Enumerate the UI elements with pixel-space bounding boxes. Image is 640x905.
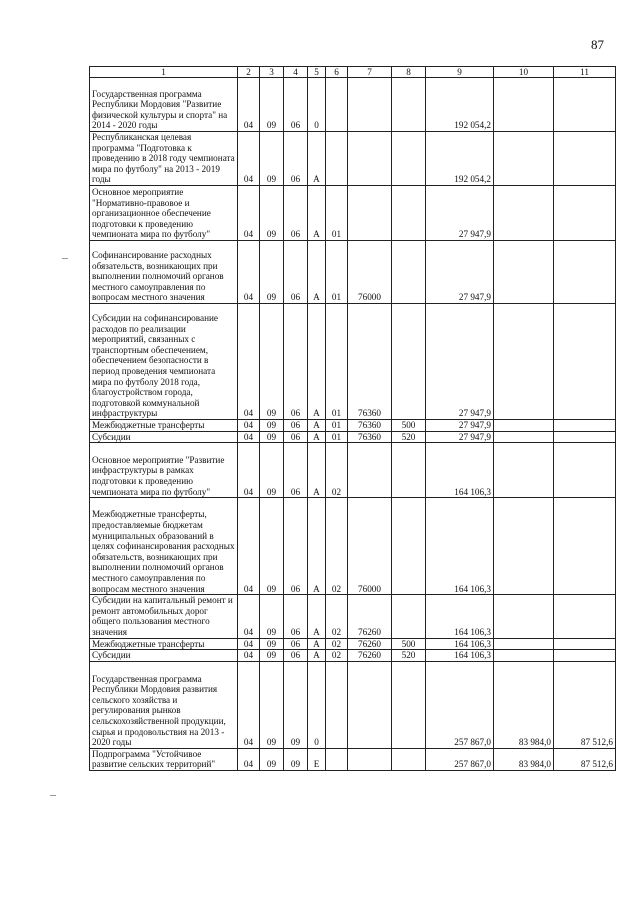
code-cell: 02 [326,595,348,638]
code-cell: 76000 [348,498,392,595]
code-cell: 04 [238,638,260,650]
code-cell: 01 [326,241,348,304]
margin-mark [62,258,68,259]
row-name: Межбюджетные трансферты [90,638,238,650]
code-cell: 500 [392,638,426,650]
table-row [90,595,616,638]
column-header-6: 6 [326,67,348,78]
code-cell: 06 [284,595,308,638]
code-cell [326,661,348,748]
code-cell: 0 [308,661,326,748]
code-cell: 09 [260,661,284,748]
row-name: Республиканская целевая программа "Подготовка к проведению в 2018 году чемпионата мира по футболу" на 2013 - 2019 годы [90,132,238,186]
code-cell: 04 [238,241,260,304]
row-name: Субсидии [90,650,238,662]
code-cell [392,304,426,420]
amount-cell [554,431,616,443]
code-cell: 09 [260,78,284,132]
amount-cell: 83 984,0 [494,661,554,748]
code-cell: 06 [284,420,308,432]
code-cell: 09 [260,304,284,420]
code-cell: 06 [284,443,308,498]
amount-cell [494,132,554,186]
amount-cell: 87 512,6 [554,748,616,770]
amount-cell [554,443,616,498]
code-cell: А [308,420,326,432]
table-row [90,431,616,443]
code-cell: А [308,304,326,420]
code-cell: 01 [326,420,348,432]
row-name: Подпрограмма "Устойчивое развитие сельских территорий" [90,748,238,770]
table-row [90,661,616,748]
code-cell [392,748,426,770]
code-cell: 01 [326,304,348,420]
column-header-10: 10 [494,67,554,78]
code-cell: 06 [284,638,308,650]
code-cell: А [308,595,326,638]
code-cell: 09 [260,638,284,650]
amount-cell: 87 512,6 [554,661,616,748]
amount-cell: 27 947,9 [426,241,494,304]
amount-cell [554,78,616,132]
code-cell: 04 [238,132,260,186]
column-header-3: 3 [260,67,284,78]
code-cell: 04 [238,186,260,241]
code-cell: 520 [392,650,426,662]
code-cell: А [308,498,326,595]
code-cell [392,661,426,748]
code-cell [326,748,348,770]
table-row [90,241,616,304]
code-cell [392,78,426,132]
code-cell: 09 [260,420,284,432]
row-name: Субсидии на софинансирование расходов по реализации мероприятий, связанных с транспортным обеспечением, обеспечением безопасности в период проведения чемпионата мира по футболу 2018 года, благоустройством города, подготовкой коммунальной инфраструктуры [90,304,238,420]
amount-cell: 27 947,9 [426,186,494,241]
table-row [90,650,616,662]
code-cell: 04 [238,650,260,662]
code-cell: 06 [284,132,308,186]
code-cell [326,132,348,186]
amount-cell [554,595,616,638]
amount-cell: 192 054,2 [426,132,494,186]
table-row [90,78,616,132]
page-number: 87 [591,37,604,52]
code-cell: 04 [238,443,260,498]
code-cell: 09 [260,595,284,638]
amount-cell: 164 106,3 [426,638,494,650]
amount-cell [494,431,554,443]
table-row [90,443,616,498]
amount-cell [554,304,616,420]
row-name: Государственная программа Республики Мордовия развития сельского хозяйства и регулирования рынков сельскохозяйственной продукции, сырья и продовольствия на 2013 - 2020 годы [90,661,238,748]
code-cell: 500 [392,420,426,432]
code-cell: 09 [260,431,284,443]
table-row [90,638,616,650]
code-cell: 04 [238,304,260,420]
row-name: Субсидии [90,431,238,443]
code-cell: 06 [284,498,308,595]
row-name: Межбюджетные трансферты [90,420,238,432]
code-cell: 09 [260,650,284,662]
code-cell: 06 [284,241,308,304]
table-row [90,420,616,432]
code-cell: 0 [308,78,326,132]
table-row [90,304,616,420]
amount-cell [554,186,616,241]
code-cell: А [308,186,326,241]
code-cell: 76360 [348,431,392,443]
amount-cell: 192 054,2 [426,78,494,132]
code-cell: 04 [238,595,260,638]
code-cell [392,132,426,186]
code-cell: 02 [326,638,348,650]
code-cell: 02 [326,498,348,595]
amount-cell [494,595,554,638]
row-name: Основное мероприятие "Нормативно-правовое и организационное обеспечение подготовки к проведению чемпионата мира по футболу" [90,186,238,241]
code-cell [348,132,392,186]
amount-cell [554,638,616,650]
code-cell: 04 [238,748,260,770]
code-cell: А [308,443,326,498]
code-cell [392,498,426,595]
code-cell: 02 [326,443,348,498]
amount-cell [554,498,616,595]
code-cell [392,595,426,638]
code-cell: 04 [238,661,260,748]
amount-cell [494,186,554,241]
amount-cell: 164 106,3 [426,650,494,662]
code-cell: 04 [238,431,260,443]
amount-cell: 27 947,9 [426,431,494,443]
amount-cell [494,638,554,650]
code-cell: 520 [392,431,426,443]
code-cell: А [308,638,326,650]
amount-cell: 257 867,0 [426,661,494,748]
code-cell [326,78,348,132]
amount-cell: 164 106,3 [426,498,494,595]
table-row [90,132,616,186]
amount-cell [494,498,554,595]
code-cell: 09 [284,661,308,748]
table-row [90,498,616,595]
row-name: Софинансирование расходных обязательств, возникающих при выполнении полномочий органов местного самоуправления по вопросам местного значения [90,241,238,304]
amount-cell: 27 947,9 [426,304,494,420]
code-cell: 09 [260,443,284,498]
column-header-7: 7 [348,67,392,78]
row-name: Межбюджетные трансферты, предоставляемые бюджетам муниципальных образований в целях софинансирования расходных обязательств, возникающих при выполнении полномочий органов местного самоуправления по вопросам местного значения [90,498,238,595]
code-cell: 06 [284,186,308,241]
code-cell: 01 [326,186,348,241]
code-cell: 06 [284,304,308,420]
code-cell: А [308,431,326,443]
budget-table [89,66,616,771]
amount-cell [494,304,554,420]
code-cell: 76360 [348,304,392,420]
column-header-9: 9 [426,67,494,78]
code-cell: Е [308,748,326,770]
amount-cell [494,420,554,432]
code-cell [392,186,426,241]
amount-cell: 164 106,3 [426,595,494,638]
code-cell: А [308,241,326,304]
code-cell: 09 [260,498,284,595]
code-cell [348,748,392,770]
table-row [90,748,616,770]
code-cell [348,443,392,498]
column-header-1: 1 [90,67,238,78]
code-cell: А [308,650,326,662]
column-header-8: 8 [392,67,426,78]
amount-cell: 27 947,9 [426,420,494,432]
code-cell: 76260 [348,595,392,638]
code-cell [348,78,392,132]
row-name: Основное мероприятие "Развитие инфраструктуры в рамках подготовки к проведению чемпионата мира по футболу" [90,443,238,498]
code-cell [348,186,392,241]
column-header-4: 4 [284,67,308,78]
column-header-5: 5 [308,67,326,78]
code-cell: 09 [260,186,284,241]
column-header-2: 2 [238,67,260,78]
code-cell: 09 [260,132,284,186]
code-cell: 76260 [348,650,392,662]
table-row [90,186,616,241]
margin-mark [50,795,56,796]
code-cell: 06 [284,650,308,662]
code-cell: 76360 [348,420,392,432]
code-cell [348,661,392,748]
amount-cell [554,132,616,186]
code-cell: 09 [260,241,284,304]
code-cell [392,443,426,498]
amount-cell: 83 984,0 [494,748,554,770]
code-cell: 09 [260,748,284,770]
code-cell: А [308,132,326,186]
column-header-11: 11 [554,67,616,78]
amount-cell [494,650,554,662]
amount-cell: 257 867,0 [426,748,494,770]
amount-cell [494,241,554,304]
code-cell: 09 [284,748,308,770]
row-name: Государственная программа Республики Мордовия "Развитие физической культуры и спорта" на 2014 - 2020 годы [90,78,238,132]
amount-cell [554,420,616,432]
row-name: Субсидии на капитальный ремонт и ремонт автомобильных дорог общего пользования местного значения [90,595,238,638]
code-cell: 76000 [348,241,392,304]
code-cell: 06 [284,431,308,443]
code-cell: 76260 [348,638,392,650]
code-cell [392,241,426,304]
amount-cell [554,650,616,662]
code-cell: 01 [326,431,348,443]
code-cell: 04 [238,420,260,432]
code-cell: 06 [284,78,308,132]
amount-cell [494,443,554,498]
header-row [90,67,616,78]
amount-cell: 164 106,3 [426,443,494,498]
amount-cell [554,241,616,304]
amount-cell [494,78,554,132]
code-cell: 02 [326,650,348,662]
code-cell: 04 [238,498,260,595]
code-cell: 04 [238,78,260,132]
